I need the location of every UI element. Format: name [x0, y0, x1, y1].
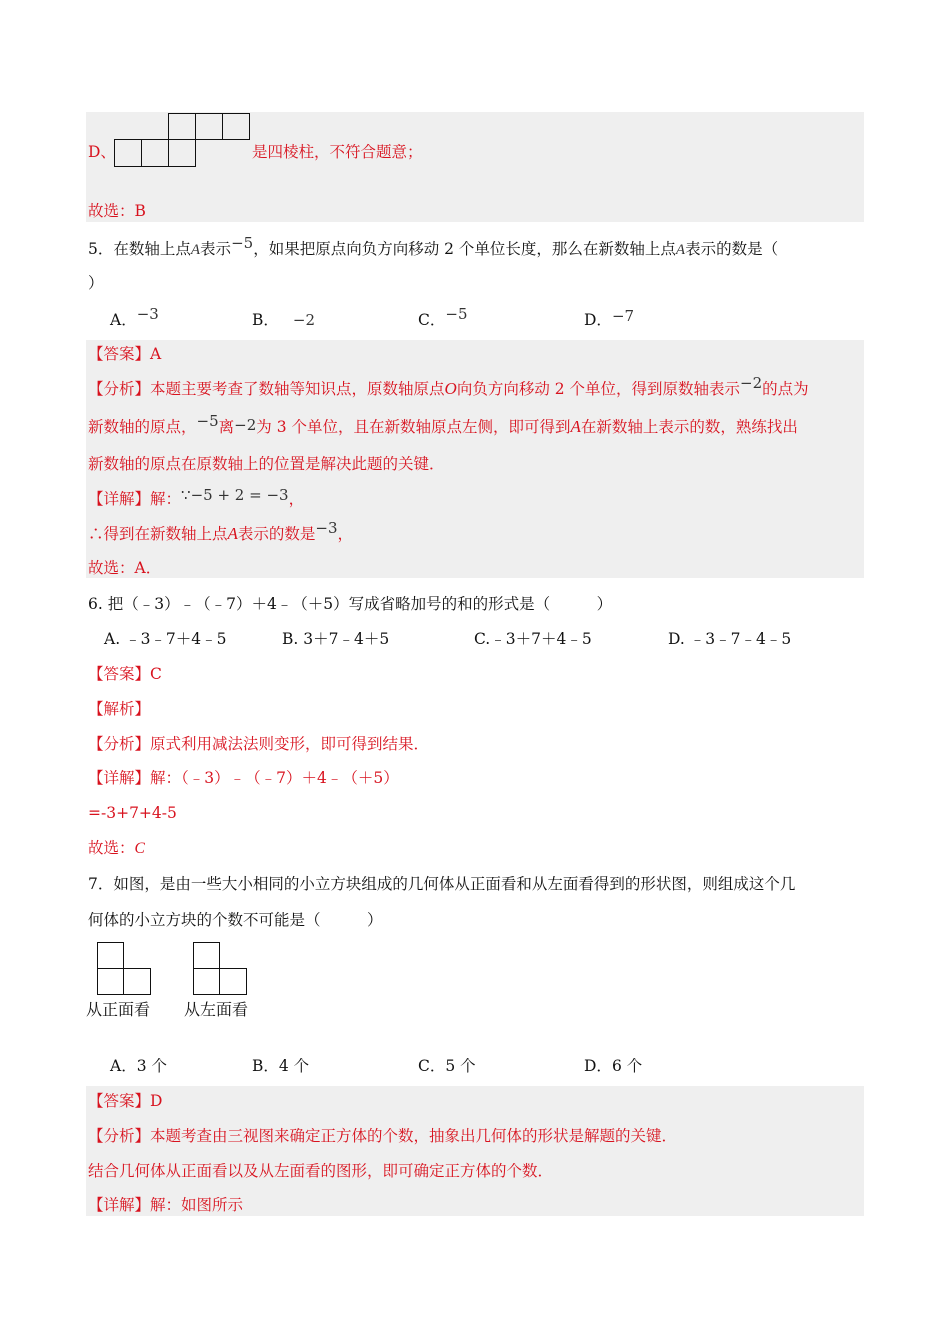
option-label: B． — [252, 1057, 279, 1075]
q7-stem-line1: 7．如图，是由一些大小相同的小立方块组成的几何体从正面看和从左面看得到的形状图，则组成这个几 — [88, 875, 796, 893]
option-value: −3 — [136, 305, 159, 323]
q6-option-a[interactable] — [104, 628, 227, 650]
analysis-text: 的点为 — [762, 380, 809, 398]
math-neg5: −5 — [231, 234, 254, 252]
q6-detail — [88, 767, 399, 789]
math-neg2: −2 — [740, 374, 763, 392]
analysis-text: 在新数轴上表示的数，熟练找出 — [580, 418, 798, 436]
analysis-tag: 【分析】 — [88, 1127, 151, 1145]
detail-text: ， — [288, 490, 305, 508]
q5-answer: 【答案】A — [88, 345, 162, 363]
point-a: A — [190, 242, 201, 258]
option-label: C． — [418, 1057, 446, 1075]
option-label: A. — [104, 630, 121, 648]
q5-detail-line2 — [88, 519, 354, 545]
detail-text: 解： — [150, 490, 182, 508]
point-a: A — [570, 417, 581, 436]
option-value: −5 — [445, 305, 468, 323]
analysis-text: 本题主要考查了数轴等知识点，原数轴原点 — [150, 380, 445, 398]
detail-tag: 【详解】 — [88, 1196, 151, 1214]
detail-text: ∴得到在新数轴上点 — [88, 525, 228, 543]
q5-analysis-line1 — [88, 374, 809, 400]
option-value: −2 — [292, 311, 316, 329]
q7-option-c[interactable] — [418, 1055, 476, 1077]
detail-text: ， — [337, 525, 354, 543]
option-value: 6 个 — [611, 1057, 643, 1075]
q4-conclusion: 故选：B — [88, 202, 146, 220]
conclusion-choice: C — [134, 840, 145, 857]
option-label: A． — [110, 311, 137, 329]
left-view-caption: 从左面看 — [184, 1000, 249, 1019]
math-neg3: −3 — [315, 519, 338, 537]
q7-analysis-line1 — [88, 1125, 677, 1147]
q7-option-b[interactable] — [252, 1055, 309, 1077]
analysis-text: 为 3 个单位，且在新数轴原点左侧，即可得到 — [256, 418, 571, 436]
point-a: A — [675, 242, 686, 258]
q4-option-d-text: 是四棱柱，不符合题意； — [252, 143, 423, 161]
q5-option-b[interactable] — [252, 309, 315, 331]
math-expression: ∵−5 + 2 = −3 — [181, 486, 289, 504]
option-label: B. — [282, 630, 299, 648]
q5-option-a[interactable] — [110, 305, 159, 331]
q5-stem-text: 5．在数轴上点 — [88, 240, 191, 258]
detail-text: 解：如图所示 — [150, 1196, 244, 1214]
q5-analysis-line2 — [88, 412, 798, 438]
option-value: ﹣3＋7＋4﹣5 — [490, 630, 592, 648]
option-label: A． — [110, 1057, 137, 1075]
option-label: C． — [418, 311, 446, 329]
option-value: 3＋7﹣4＋5 — [303, 630, 390, 648]
q6-result: =-3+7+4-5 — [88, 804, 177, 822]
analysis-text: 新数轴的原点， — [88, 418, 197, 436]
analysis-tag: 【分析】 — [88, 380, 151, 398]
q6-stem: 6. 把（﹣3）﹣（﹣7）＋4﹣（＋5）写成省略加号的和的形式是（ ） — [88, 595, 613, 613]
q5-stem-text: 表示 — [200, 240, 232, 258]
option-value: 3 个 — [136, 1057, 167, 1075]
conclusion-text: 故选： — [88, 839, 135, 857]
q5-stem-text: ，如果把原点向负方向移动 2 个单位长度，那么在新数轴上点 — [253, 240, 676, 258]
detail-text: 解：（﹣3）﹣（﹣7）＋4﹣（＋5） — [150, 769, 399, 787]
option-value: ﹣3﹣7＋4﹣5 — [125, 630, 227, 648]
math-neg2: −2 — [234, 416, 257, 434]
option-label: D． — [584, 311, 612, 329]
option-label: C. — [474, 630, 491, 648]
option-value: ﹣3﹣7﹣4﹣5 — [689, 630, 792, 648]
option-label: D． — [584, 1057, 612, 1075]
point-o: O — [444, 379, 457, 398]
front-view-caption: 从正面看 — [86, 1000, 151, 1019]
option-value: 4 个 — [278, 1057, 310, 1075]
detail-text: 表示的数是 — [237, 525, 316, 543]
q5-analysis-line3: 新数轴的原点在原数轴上的位置是解决此题的关键． — [88, 455, 445, 473]
q6-analysis — [88, 733, 429, 755]
q5-option-d[interactable] — [584, 309, 634, 331]
option-label: D. — [668, 630, 685, 648]
analysis-text: 离 — [218, 418, 235, 436]
analysis-text: 本题考查由三视图来确定正方体的个数，抽象出几何体的形状是解题的关键． — [150, 1127, 678, 1145]
option-value: −7 — [611, 307, 635, 325]
analysis-text: 原式利用减法法则变形，即可得到结果． — [150, 735, 430, 753]
q6-option-b[interactable] — [282, 628, 389, 650]
q5-stem-line1 — [88, 234, 779, 261]
q6-option-d[interactable] — [668, 628, 791, 650]
q7-stem-line2: 何体的小立方块的个数不可能是（ ） — [88, 911, 383, 929]
q5-stem-text: 表示的数是（ — [685, 240, 779, 258]
analysis-tag: 【分析】 — [88, 735, 151, 753]
q5-stem-line2: ） — [88, 274, 104, 292]
q7-answer: 【答案】D — [88, 1092, 163, 1110]
q7-option-a[interactable] — [110, 1055, 167, 1077]
option-value: 5 个 — [445, 1057, 476, 1075]
q5-conclusion: 故选：A． — [88, 559, 162, 577]
point-a: A — [227, 524, 238, 543]
q5-detail-line1 — [88, 488, 304, 510]
q6-answer: 【答案】C — [88, 665, 162, 683]
q7-detail — [88, 1194, 243, 1216]
detail-tag: 【详解】 — [88, 769, 151, 787]
q4-option-d-label: D、 — [88, 143, 116, 161]
detail-tag: 【详解】 — [88, 490, 151, 508]
analysis-text: 向负方向移动 2 个单位，得到原数轴表示 — [456, 380, 741, 398]
q5-option-c[interactable] — [418, 305, 468, 331]
option-label: B． — [252, 311, 279, 329]
q6-jiexi: 【解析】 — [88, 700, 151, 718]
q7-option-d[interactable] — [584, 1055, 642, 1077]
q6-option-c[interactable] — [474, 628, 592, 650]
math-neg5: −5 — [196, 412, 219, 430]
q6-conclusion — [88, 837, 145, 860]
q7-analysis-line2: 结合几何体从正面看以及从左面看的图形，即可确定正方体的个数． — [88, 1162, 554, 1180]
